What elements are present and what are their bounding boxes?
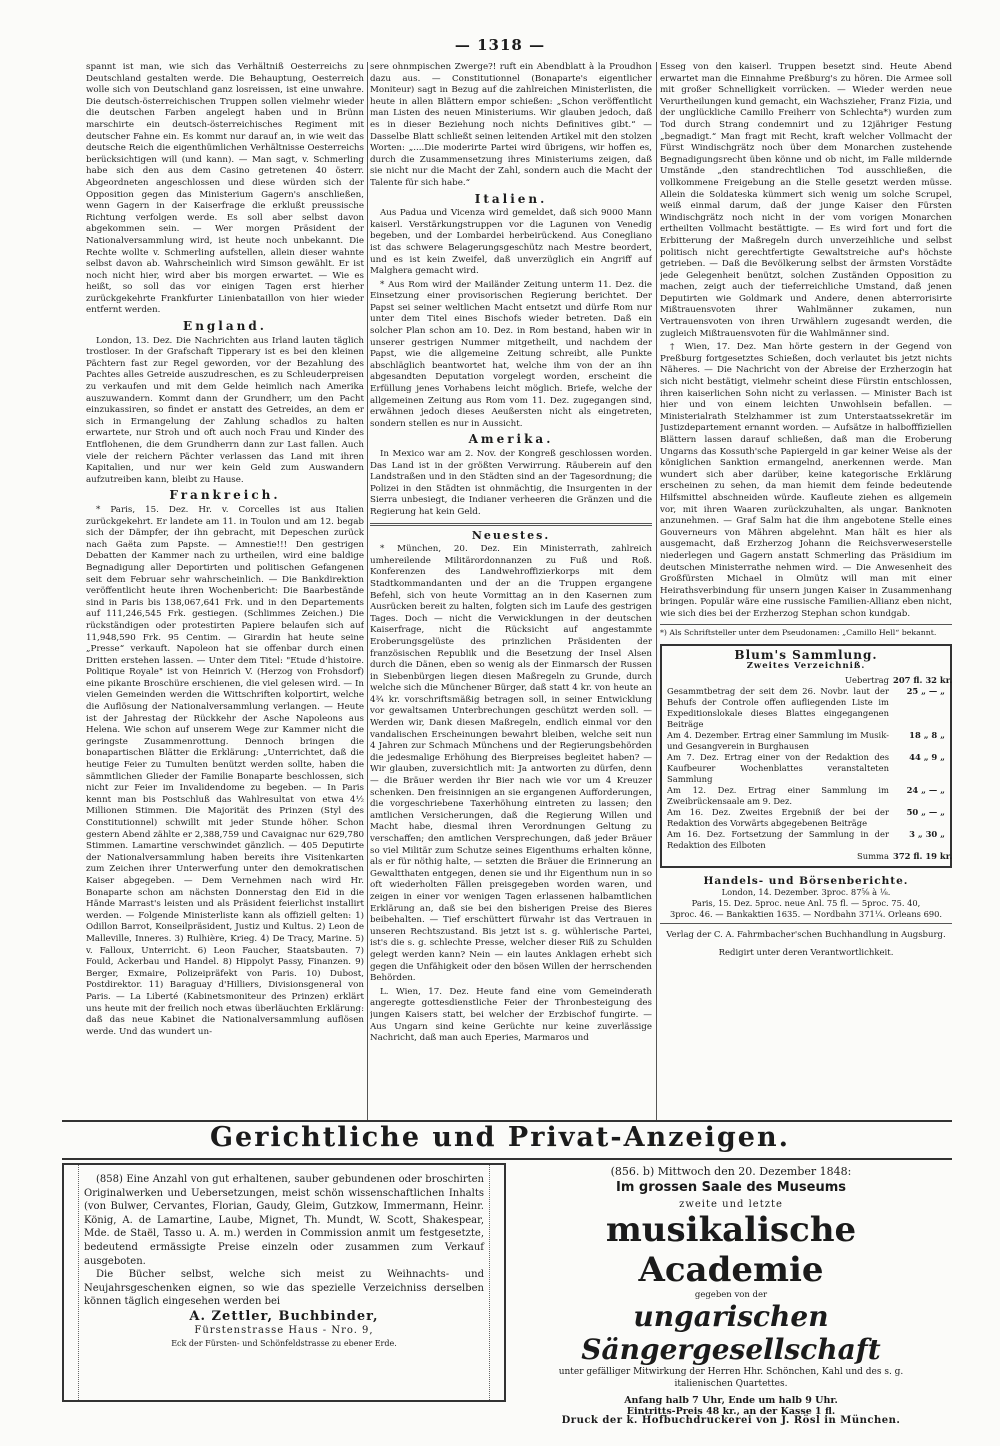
concert-price: Eintritts-Preis 48 kr., an der Kasse 1 fl. bbox=[626, 1406, 836, 1417]
banner-bottom-rule bbox=[62, 1158, 952, 1160]
concert-venue: Im grossen Saale des Museums bbox=[615, 1180, 846, 1195]
section-divider bbox=[370, 523, 652, 526]
market-report-line: London, 14. Dezember. 3proc. 87⅝ à ⅛. bbox=[721, 887, 891, 898]
bookbinder-name: A. Zettler, Buchbinder, bbox=[189, 1308, 379, 1324]
market-report-line: 3proc. 46. — Bankaktien 1635. — Nordbahn 371¼. Orleans 690. bbox=[669, 909, 943, 920]
blum-row: Gesammtbetrag der seit dem 26. Novbr. laut der Behufs der Controle offen aufliegenden Liste im Expeditionslokale dieses Blattes eingegangenen Beiträge 25 „ — „ bbox=[667, 685, 945, 729]
ads-banner: Gerichtliche und Privat-Anzeigen. bbox=[209, 1122, 791, 1153]
article-france: * Paris, 15. Dez. Hr. v. Corcelles ist aus Italien zurückgekehrt. Er landete am 11. in Toulon und am 12. begab sich der Dämpfer, der ihn gebracht, mit Depeschen zurück nach Gaëta zum Papste. — Amnestie!!! Den gestrigen Debatten der Kammer nach zu urtheilen, wird eine baldige Begnadigung aller Deportirten und politischen Gefangenen seit dem Februar sehr wahrscheinlich. — Die Bankdirektion veröffentlicht heute ihren Wochenbericht: Die Baarbestände sind in Paris bis 138,067,641 Frk. und in den Departements auf 111,246,545 Frk. gestiegen. (Schlimmes Zeichen.) Die rückständigen oder protestirten Papiere belaufen sich auf 11,948,590 Frk. 95 Centim. — Girardin hat heute seine „Presse“ verkauft. Napoleon hat sie offenbar durch einen Dritten erstehen lassen. — Unter dem Titel: "Etude d'histoire. Politique Royale" ist von Heinrich V. (Herzog von Frohsdorf) eine pikante Broschüre erschienen, die viel gelesen wird. — In vielen Gemeinden werden die Wittschriften kolportirt, welche die Auflösung der Nationalversammlung verlangen. — Heute ist der Jahrestag der Rückkehr der Asche Napoleons aus Helena. Wie schon auf unserem Wege zur Kammer nicht die geringste Zusammenrottung. Dennoch bringen die bonapartischen Blätter die Erklärung: „Unterrichtet, daß die heutige Feier zu Tumulten benützt werden sollte, haben die sämmtlichen Glieder der Familie Bonaparte beschlossen, sich nicht zur Feier im Invalidendome zu begeben. — In Paris kennt man bis Postschluß das Wahlresultat von etwa 4½ Millionen Stimmen. Die Majorität des Prinzen (Styl des Constitutionnel) schwillt mit jeder Stunde höher. Schon gestern Abend zählte er 2,388,759 und Cavaignac nur 629,780 Stimmen. Lamartine verschwindet gänzlich. — 405 Deputirte der Nationalversammlung haben bereits ihre Visitenkarten zum Zeichen ihrer Unterwerfung unter den demokratischen Kaiser abgegeben. — Dem Vernehmen nach wird Hr. Bonaparte schon am nächsten Donnerstag den Eid in die Hände Marrast's leisten und als Präsident feierlichst installirt werden. — Folgende Ministerliste kann als offiziell gelten: 1) Odillon Barrot, Konseilpräsident, Justiz und Kultus. 2) Leon de Malleville, Inneres. 3) Rulhière, Krieg. 4) De Tracy, Marine. 5) v. Falloux, Unterricht. 6) Leon Faucher, Staatsbauten. 7) Fould, Ackerbau und Handel. 8) Hippolyt Passy, Finanzen. 9) Berger, Exmaire, Polizeipräfekt von Paris. 10) Dubost, Postdirektor. 11) Baraguay d'Hilliers, Divisionsgeneral von Paris. — La Liberté (Kabinetsmoniteur des Prinzen) erklärt uns heute mit der freilich noch etwas überläuchten Erklärung: daß das neue Kabinet die Nationalversammlung auflösen werde. Und das wundert un- bbox=[86, 504, 364, 1037]
concert-ordinal: zweite und letzte bbox=[679, 1199, 783, 1210]
concert-time: Anfang halb 7 Uhr, Ende um halb 9 Uhr. bbox=[624, 1395, 838, 1406]
section-heading-italy: Italien. bbox=[474, 191, 548, 206]
article-vienna-continued: Esseg von den kaiserl. Truppen besetzt sind. Heute Abend erwartet man die Einnahme Preßburg's zu hören. Die Armee soll mit großer Schnelligkeit vorrücken. — Wieder werden neue Verurtheilungen kund gemacht, ein Wachszieher, Franz Fizia, und der unglückliche Camillo Freiherr von Schlechta*) wurden zum Tod durch Strang condemnirt und zu 12jähriger Festung „begnadigt.“ Man fragt mit Recht, kraft welcher Vollmacht der Fürst Windischgrätz noch über dem Monarchen zustehende Begnadigungsrecht üben könne und ob nicht, im Falle mildernde Umstände „den standrechtlichen Tod ausschließen, die vollkommene Freigebung an die Stelle gesetzt werden müsse. Allein die Soldateska kümmert sich wenig um solche Scrupel, weiß einmal darum, daß der junge Kaiser den Fürsten Windischgrätz noch nicht in der vom vorigen Monarchen ertheilten Vollmacht bestättigte. — Es wird fort und fort die Erbitterung der Maßregeln durch unverzeihliche und selbst politisch nicht gerechtfertigte Gewaltstreiche auf's höchste getrieben. — Daß die Bevölkerung selbst der ärmsten Vorstädte jede Gelegenheit benützt, solchen Zuständen Opposition zu machen, zeigt auch der tieferreichliche Umstand, daß jenen Deputirten wie Goldmark und Andere, denen abterrorisirte Mißtrauensvoten ihrer Wahlmänner zukamen, nun Vertrauensvoten von ihren Urwählern zugesandt werden, die zugleich Mißtrauensvoten für die Wahlmänner sind. bbox=[660, 62, 952, 339]
ornamental-border bbox=[64, 1165, 79, 1400]
column-divider bbox=[656, 62, 657, 1120]
concert-assist: unter gefälliger Mitwirkung der Herren Hhr. Schönchen, Kahl und des s. g. bbox=[558, 1367, 904, 1377]
column-1 bbox=[86, 62, 364, 1118]
book-sale-text: (858) Eine Anzahl von gut erhaltenen, sauber gebundenen oder broschirten Originalwerken und Uebersetzungen, meist schön wissenschaftlichen Inhalts (von Bulwer, Cervantes, Florian, Gaudy, Gleim, Gutzkow, Immermann, Heinr. König, A. de Lamartine, Laube, Mignet, Th. Mundt, W. Scott, Shakespear, Mde. de Staël, Tasso u. A. m.) werden in Commission anmit um festgesetzte, bedeutend ermässigte Preise einzeln oder zusammen zum Verkauf ausgeboten. bbox=[84, 1174, 484, 1267]
column-3 bbox=[660, 62, 952, 1118]
blum-row: Am 4. Dezember. Ertrag einer Sammlung im Musik- und Gesangverein in Burghausen 18 „ 8 „ bbox=[667, 729, 945, 751]
blum-title: Blum's Sammlung. bbox=[734, 647, 878, 662]
editor-line: Redigirt unter deren Verantwortlichkeit. bbox=[718, 947, 894, 958]
article-france-continued: sere ohnmpischen Zwerge?! ruft ein Abendblatt à la Proudhon dazu aus. — Constitutionnel (Bonaparte's eigentlicher Moniteur) sagt in Bezug auf die zahlreichen Ministerlisten, die heute in allen Blättern empor schießen: „Schon veröffentlicht man Listen des neuen Ministeriums. Wir glauben jedoch, daß es in dieser Beziehung noch nichts Definitives gibt.“ — Dasselbe Blatt schließt seinen leitenden Artikel mit den stolzen Worten: „....Die moderirte Partei wird übrigens, wir hoffen es, durch die Zusammensetzung ihres Ministeriums zeigen, daß sie nicht nur die Macht der Zahl, sondern auch die Macht der Talente für sich habe.“ bbox=[370, 62, 652, 188]
column-divider bbox=[367, 62, 368, 1120]
article-vienna: L. Wien, 17. Dez. Heute fand eine vom Gemeinderath angeregte gottesdienstliche Feier der Thronbesteigung des jungen Kaisers statt, bei welcher der Erzbischof fungirte. — Aus Ungarn sind keine Gerüchte nur keine zuverlässige Nachricht, daß man auch Eperies, Marmaros und bbox=[370, 986, 652, 1044]
blum-row: Am 16. Dez. Fortsetzung der Sammlung in der Redaktion des Eilboten 3 „ 30 „ bbox=[667, 828, 945, 850]
section-heading-england: England. bbox=[183, 319, 267, 334]
article-vienna-2: † Wien, 17. Dez. Man hörte gestern in der Gegend von Preßburg fortgesetztes Schießen, doch verlautet bis jetzt nichts Näheres. — Die Nachricht von der Abreise der Erzherzogin hat sich nicht bestätigt, vielmehr scheint diese Fürstin entschlossen, ihren kaiserlichen Sohn nicht zu verlassen. — Minister Bach ist hier und von einem leichten Unwohlsein befallen. — Ministerialrath Stelzhammer ist zum Unterstaatssekretär im Justizdepartement ernannt worden. — Aufsätze in halbofffiziellen Blättern lassen darauf schließen, daß man die Eroberung Ungarns das Kossuth'sche Papiergeld in gar keiner Weise als der königlichen Sanktion ermangelnd, anerkennen werde. Man wundert sich aber darüber, keine kategorische Erklärung erscheinen zu sehen, da man hiemit dem feinde bedeutende Hilfsmittel abschneiden würde. Kaufleute ziehen es allgemein vor, mit ihren Waaren zurückzuhalten, als ungar. Banknoten anzunehmen. — Graf Salm hat die ihm angebotene Stelle eines Gouverneurs von Mähren abgelehnt. Man hält es hier als ausgemacht, daß Erzherzog Johann die Reichsverweserstelle niederlegen und Gagern anstatt Schmerling das Präsidium im deutschen Ministerrathe nehmen wird. — Die Anwesenheit des Großfürsten Michael in Olmütz will man mit einer Heirathsverbindung für unsern jungen Kaiser in Zusammenhang bringen. Populär wäre eine russische Familien-Allianz eben nicht, wie sich dies bei der Erzherzog Stephan schon kundgab. bbox=[660, 342, 952, 619]
concert-performer: ungarischen Sängergesellschaft bbox=[581, 1300, 881, 1366]
section-heading-america: Amerika. bbox=[468, 432, 554, 447]
blum-row: Am 12. Dez. Ertrag einer Sammlung im Zweibrückensaale am 9. Dez. 24 „ — „ bbox=[667, 784, 945, 806]
section-heading-latest: Neuestes. bbox=[471, 528, 551, 542]
article-italy-rome: * Aus Rom wird der Mailänder Zeitung unterm 11. Dez. die Einsetzung einer provisorischen Regierung berichtet. Der Papst sei seiner weltlichen Macht entsetzt und dürfe Rom nur unter dem Titel eines Bischofs wieder betreten. Daß ein solcher Plan schon am 10. Dez. in Rom bestand, haben wir in unserer gestrigen Nummer mitgetheilt, und nachdem der Papst, wie die allgemeine Zeitung schreibt, alle Punkte abschläglich beantwortet hat, welche ihm von der an ihn abgesandten Deputation vorgelegt worden, erscheint die Erfüllung jenes Vorhabens leicht möglich. Briefe, welche der allgemeinen Zeitung aus Rom vom 11. Dez. zugegangen sind, erwähnen jedoch dieses Aeußersten nicht als eingetreten, sondern stellen es nur in Aussicht. bbox=[370, 279, 652, 429]
concert-assist-2: italienischen Quartettes. bbox=[674, 1379, 788, 1389]
market-report-title: Handels- und Börsenberichte. bbox=[703, 874, 909, 887]
ornamental-border bbox=[489, 1165, 504, 1400]
blum-collection-box bbox=[660, 644, 952, 868]
blum-row: Am 7. Dez. Ertrag einer von der Redaktion des Kaufbeurer Wochenblattes veranstalteten Sammlung 44 „ 9 „ bbox=[667, 751, 945, 784]
printer-line: Druck der k. Hofbuchdruckerei von J. Rösl in München. bbox=[561, 1415, 901, 1426]
imprint-divider bbox=[660, 923, 952, 924]
concert-given-by: gegeben von der bbox=[694, 1290, 768, 1300]
publisher-line: Verlag der C. A. Fahrmbacher'schen Buchhandlung in Augsburg. bbox=[666, 930, 946, 941]
bookbinder-address: Fürstenstrasse Haus - Nro. 9, bbox=[194, 1324, 374, 1336]
column-2 bbox=[370, 62, 652, 1118]
market-report-line: Paris, 15. Dez. 5proc. neue Anl. 75 fl. — 5proc. 75. 40, bbox=[691, 898, 921, 909]
section-heading-france: Frankreich. bbox=[169, 488, 281, 503]
article-italy-padua: Aus Padua und Vicenza wird gemeldet, daß sich 9000 Mann kaiserl. Verstärkungstruppen vor die Lagunen von Venedig begeben, und der Lombardei herbeirückend. Aus Conegliano ist das schwere Belagerungsgeschütz nach Mestre beordert, und es ist kein Zweifel, daß unverzüglich ein Angriff auf Malghera gemacht wird. bbox=[370, 208, 652, 277]
blum-subtitle: Zweites Verzeichniß. bbox=[746, 661, 866, 672]
article-england: London, 13. Dez. Die Nachrichten aus Irland lauten täglich trostloser. In der Grafschaft Tipperary ist es bei den kleinen Pächtern fast zur Regel geworden, vor der Bezahlung des Pachtes alles Getreide auszudreschen, es zu Schleuderpreisen zu verkaufen und mit dem Gelde heimlich nach Amerika auszuwandern. Kommt dann der Grundherr, um den Pacht einzukassiren, so findet er anstatt des Getreides, an dem er sich in Ermangelung der Zahlung schadlos zu halten erwartete, nur Stroh und oft auch noch Frau und Kinder des Entflohenen, die dem Grundherrn dann zur Last fallen. Auch viele der reichern Pächter verlassen das Land mit ihren Kapitalien, und nur wer kein Geld zum Auswandern aufzutreiben kann, bleibt zu Hause. bbox=[86, 335, 364, 485]
page-number: — 1318 — bbox=[454, 36, 546, 54]
book-sale-text-2: Die Bücher selbst, welche sich meist zu Weihnachts- und Neujahrsgeschenken eignen, so wie das spezielle Verzeichniss derselben können täglich eingesehen werden bei bbox=[84, 1269, 484, 1308]
article-america: In Mexico war am 2. Nov. der Kongreß geschlossen worden. Das Land ist in der größten Verwirrung. Räuberein auf den Landstraßen und in den Städten sind an der Tagesordnung; die Polizei in den Städten ist ohnmächtig, die Insurgenten in der Sierra unbesiegt, die Indianer verheeren die Gränzen und die Regierung hat kein Geld. bbox=[370, 449, 652, 517]
book-sale-ad bbox=[62, 1163, 506, 1402]
footnote-divider bbox=[660, 624, 952, 625]
concert-date: (856. b) Mittwoch den 20. Dezember 1848: bbox=[610, 1165, 852, 1178]
footnote: *) Als Schriftsteller unter dem Pseudonamen: „Camillo Hell“ bekannt. bbox=[660, 627, 937, 637]
concert-title: musikalische Academie bbox=[605, 1210, 857, 1290]
bookbinder-corner: Eck der Fürsten- und Schönfeldstrasse zu ebener Erde. bbox=[171, 1339, 397, 1349]
article-germany-continued: spannt ist man, wie sich das Verhältniß Oesterreichs zu Deutschland gestalten werde. Die Behauptung, Oesterreich wolle sich von Deutschland ganz losreissen, ist eine unwahre. Die deutsch-österreichischen Truppen sollen vielmehr wieder die deutschen Farben angelegt haben und in Brünn marschirte ein deutsch-österreichisches Regiment mit deutscher Fahne ein. Es kommt nur darauf an, in wie weit das deutsche Reich die eigenthümlichen Verhältnisse Oesterreichs berücksichtigen will (und kann). — Man sagt, v. Schmerling habe sich den aus dem Casino getretenen 40 österr. Abgeordneten angeschlossen und diese würden sich der Opposition gegen das Ministerium Gagern's anschließen, wenn Gagern in der Kaiserfrage die erklußt preussische Richtung verfolgen werde. Es soll aber selbst davon abgekommen sein. — Wer morgen Präsident der Nationalversammlung wird, ist heute noch unbekannt. Die Rechte wollte v. Schmerling aufstellen, allein dieser wahnte selbst davon ab. Wahrscheinlich wird Simson gewählt. Er ist noch nicht hier, wird aber bis morgen erwartet. — Wie es heißt, so soll das vor einigen Tagen erst hierher zurückgekehrte Frankfurter Linienbataillon von hier wieder entfernt werden. bbox=[86, 62, 364, 316]
book-sale-ad-body bbox=[84, 1173, 484, 1351]
blum-row: Am 16. Dez. Zweites Ergebniß der bei der Redaktion des Vorwärts abgegebenen Beiträge 50 „ — „ bbox=[667, 806, 945, 828]
concert-ad bbox=[510, 1163, 952, 1417]
blum-sum-row: Summa 372 fl. 19 kr. bbox=[856, 850, 952, 861]
article-munich: * München, 20. Dez. Ein Ministerrath, zahlreich umhereilende Militärordonnanzen zu Fuß und Roß. Konferenzen des Landwehroffizierkorps mit dem Stadtkommandanten und der an die Truppen ergangene Befehl, sich von heute Vormittag an in den Kasernen zum Ausrücken bereit zu halten, folgten sich im Laufe des gestrigen Tages. Doch — nicht die Verwicklungen in der deutschen Kaiserfrage, nicht die Rücksicht auf angestammte Eroberungsgelüste des prinzlichen Präsidenten der französischen Republik und die Besetzung der Insel Alsen durch die Dänen, eben so wenig als der Einmarsch der Russen in Siebenbürgen liegen diesen Maßregeln zu Grunde, durch welche sich die Münchener Bürger, daß statt 4 kr. von heute an 4¾ kr. vorschriftsmäßig betragen soll, in seiner Entwicklung vor gewaltsamen Unterbrechungen geschützt werden soll. — Werden wir, Dank diesen Maßregeln, endlich einmal vor den vandalischen Erscheinungen bewahrt bleiben, welche seit nun 4 Jahren zur Schmach Münchens und der Regierungsbehörden die jedesmalige Erhöhung des Bierpreises begleitet haben? — Wir glauben, zuversichtlich mit: Ja antworten zu dürfen, denn — die Bräuer werden ihr Bier nach wie vor um 4 Kreuzer schenken. Den freisinnigen an sie ergangenen Aufforderungen, die vorgeschriebene Taxerhöhung eintreten zu lassen; den amtlichen Versicherungen, daß die Regierung Willen und Macht habe, diesmal ihren Verordnungen Geltung zu verschaffen; den amtlichen Versprechungen, daß jeder Bräuer so viel Militär zum Schutze seines Eigenthums erhalten könne, als er für nöthig halte, — setzten die Bräuer die Erinnerung an Gewaltthaten entgegen, denen sie und ihr Eigenthum nun in so oft wiederholten Fällen preisgegeben worden waren, und zeigen in einer vor wenigen Tagen erlassenen halbamtlichen Erklärung an, daß sie bei den bisherigen Preise des Bieres beibehalten. — Tief erschüttert fürwahr ist das Vertrauen in unseren Rechtszustand. Bis jetzt ist s. g. wühlerische Partei, ist's die s. g. schlechte Presse, welcher dieser Riß zu Schulden gelegt werden kann? Nein — ein lautes Anklagen erhebt sich gegen die Unfähigkeit oder den bösen Willen der herrschenden Behörden. bbox=[370, 544, 652, 984]
blum-row: Uebertrag 207 fl. 32 kr. bbox=[844, 674, 952, 685]
